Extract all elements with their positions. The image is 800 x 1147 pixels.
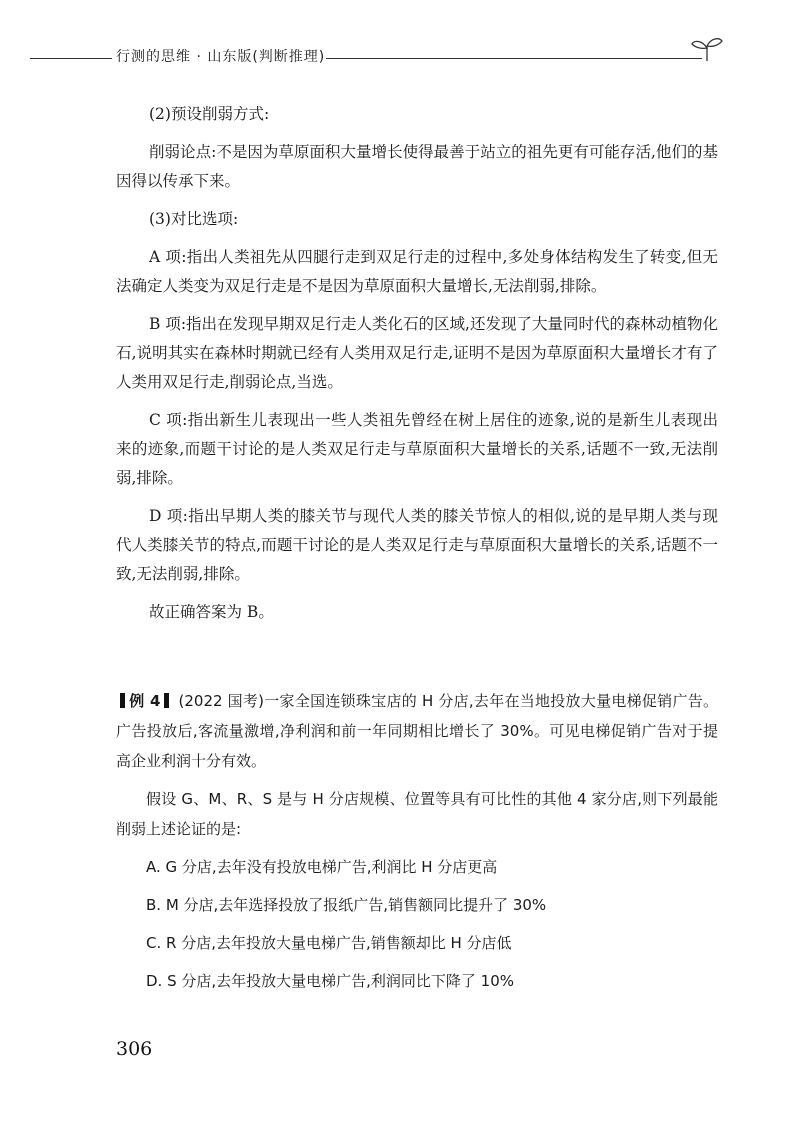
weaken-point: 削弱论点:不是因为草原面积大量增长使得最善于站立的祖先更有可能存活,他们的基因得以传承下来。 bbox=[116, 143, 718, 190]
example-option-d: D. S 分店,去年投放大量电梯广告,利润同比下降了 10% bbox=[146, 972, 515, 990]
example-label: 例 4 bbox=[129, 692, 161, 710]
example-4 bbox=[116, 686, 718, 1004]
example-stem-paragraph bbox=[116, 686, 718, 776]
conclusion: 故正确答案为 B。 bbox=[149, 603, 274, 621]
section3-heading: (3)对比选项: bbox=[149, 210, 239, 228]
header-title: 行测的思维 · 山东版(判断推理) bbox=[116, 49, 326, 65]
example-stem: 一家全国连锁珠宝店的 H 分店,去年在当地投放大量电梯促销广告。广告投放后,客流量激增,净利润和前一年同期相比增长了 30%。可见电梯促销广告对于提高企业利润十分有效。 bbox=[116, 692, 718, 770]
example-option-a: A. G 分店,去年没有投放电梯广告,利润比 H 分店更高 bbox=[146, 858, 498, 876]
sprout-icon bbox=[690, 36, 724, 62]
option-c-analysis: C 项:指出新生儿表现出一些人类祖先曾经在树上居住的迹象,说的是新生儿表现出来的迹象,而题干讨论的是人类双足行走与草原面积大量增长的关系,话题不一致,无法削弱,排除。 bbox=[116, 411, 718, 487]
section2-heading: (2)预设削弱方式: bbox=[149, 105, 270, 123]
analysis-section bbox=[116, 100, 718, 636]
header-rule-right bbox=[326, 58, 702, 59]
example-bar-left bbox=[120, 693, 125, 708]
page-header bbox=[30, 36, 720, 76]
page-number: 306 bbox=[116, 1038, 153, 1060]
example-question: 假设 G、M、R、S 是与 H 分店规模、位置等具有可比性的其他 4 家分店,则下列最能削弱上述论证的是: bbox=[116, 790, 718, 838]
header-rule-left bbox=[30, 58, 112, 59]
example-option-c: C. R 分店,去年投放大量电梯广告,销售额却比 H 分店低 bbox=[146, 934, 512, 952]
option-b-analysis: B 项:指出在发现早期双足行走人类化石的区域,还发现了大量同时代的森林动植物化石,说明其实在森林时期就已经有人类用双足行走,证明不是因为草原面积大量增长才有了人类用双足行走,削弱论点,当选。 bbox=[116, 315, 718, 391]
example-source: (2022 国考) bbox=[178, 692, 264, 710]
example-option-b: B. M 分店,去年选择投放了报纸广告,销售额同比提升了 30% bbox=[146, 896, 547, 914]
example-bar-right bbox=[164, 693, 169, 708]
option-a-analysis: A 项:指出人类祖先从四腿行走到双足行走的过程中,多处身体结构发生了转变,但无法确定人类变为双足行走是不是因为草原面积大量增长,无法削弱,排除。 bbox=[116, 248, 718, 295]
option-d-analysis: D 项:指出早期人类的膝关节与现代人类的膝关节惊人的相似,说的是早期人类与现代人类膝关节的特点,而题干讨论的是人类双足行走与草原面积大量增长的关系,话题不一致,无法削弱,排除。 bbox=[116, 507, 718, 583]
